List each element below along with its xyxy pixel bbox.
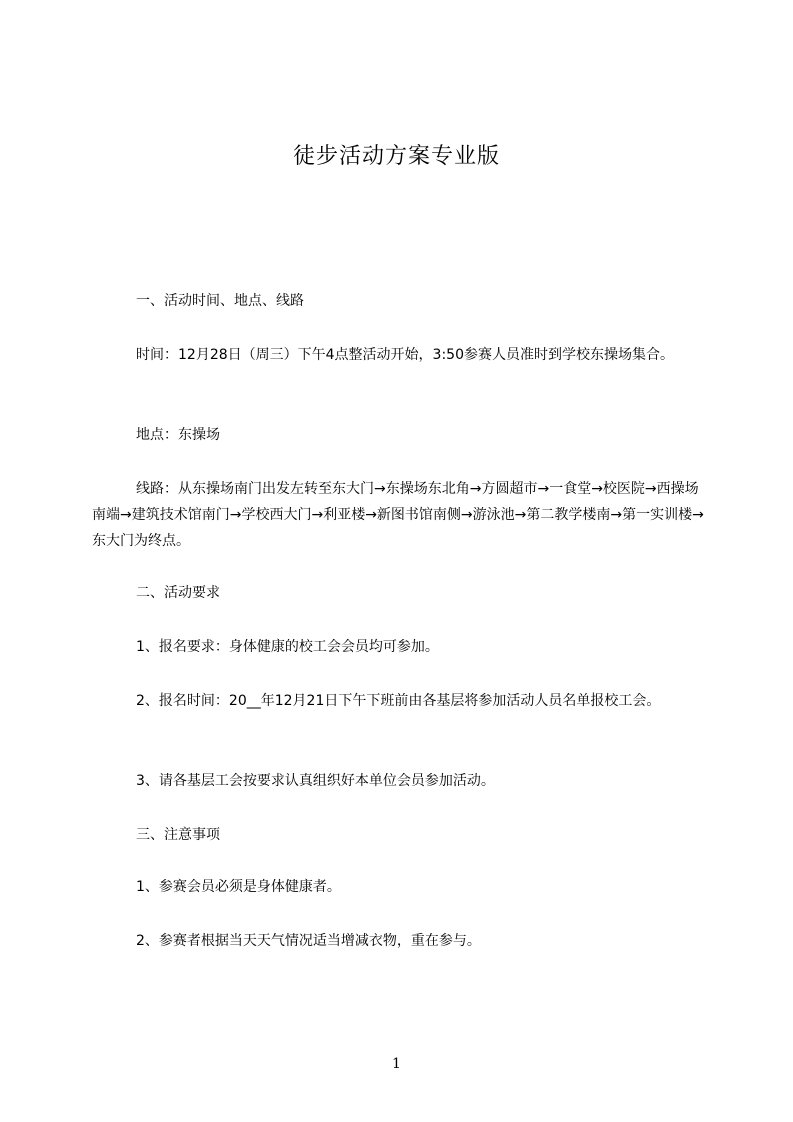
section-heading-notes: 三、注意事项 (136, 827, 220, 843)
paragraph-place: 地点：东操场 (136, 427, 220, 443)
paragraph-organization: 3、请各基层工会按要求认真组织好本单位会员参加活动。 (136, 773, 495, 789)
paragraph-clothing-note: 2、参赛者根据当天天气情况适当增减衣物，重在参与。 (136, 933, 481, 949)
paragraph-registration-time: 2、报名时间：20__年12月21日下午下班前由各基层将参加活动人员名单报校工会。 (136, 693, 661, 709)
section-heading-time-place-route: 一、活动时间、地点、线路 (136, 293, 304, 309)
paragraph-route: 线路：从东操场南门出发左转至东大门→东操场东北角→方圆超市→一食堂→校医院→西操场南端→建筑技术馆南门→学校西大门→利亚楼→新图书馆南侧→游泳池→第二教学楼南→第一实训楼→东大门为终点。 (92, 481, 704, 549)
page-number: 1 (392, 1056, 401, 1072)
paragraph-health-note: 1、参赛会员必须是身体健康者。 (136, 879, 341, 895)
document-title: 徒步活动方案专业版 (292, 144, 500, 169)
paragraph-time: 时间：12月28日（周三）下午4点整活动开始，3:50参赛人员准时到学校东操场集合。 (136, 347, 674, 363)
paragraph-registration-requirement: 1、报名要求：身体健康的校工会会员均可参加。 (136, 639, 439, 655)
section-heading-requirements: 二、活动要求 (136, 585, 220, 601)
